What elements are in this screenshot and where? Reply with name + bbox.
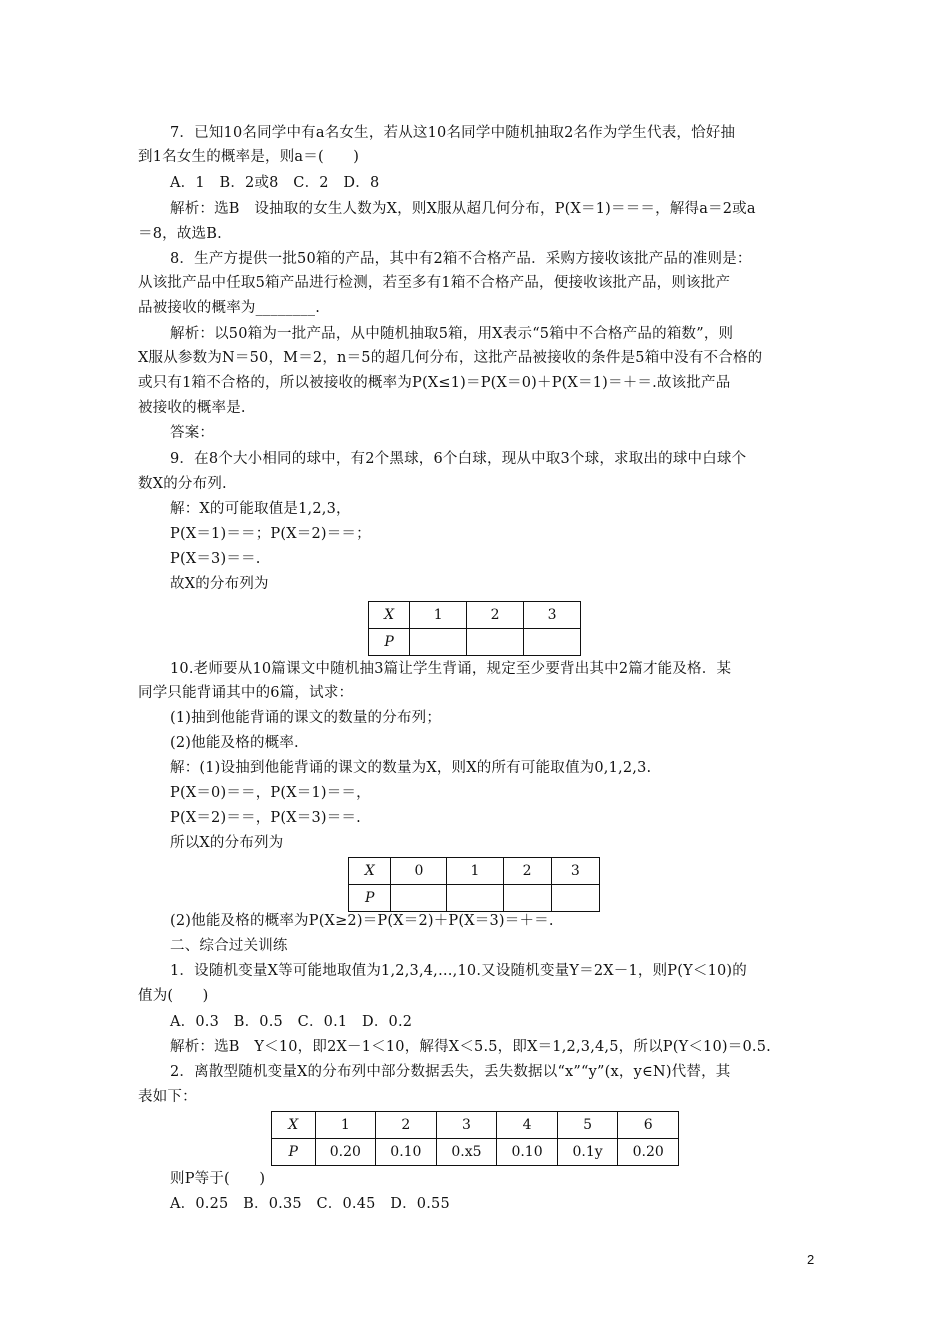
table-cell: P (349, 885, 391, 912)
text-line: 从该批产品中任取5箱产品进行检测，若至多有1箱不合格产品，便接收该批产品，则该批产 (138, 275, 731, 291)
text-line: (2)他能及格的概率. (170, 735, 299, 751)
table-cell: X (272, 1112, 316, 1139)
table-row (349, 858, 600, 885)
text-line: 解析：选B Y＜10，即2X－1＜10，解得X＜5.5，即X＝1,2,3,4,5，所以P(Y＜10)＝0.5. (170, 1039, 771, 1055)
text-line: 2．离散型随机变量X的分布列中部分数据丢失，丢失数据以“x”“y”(x，y∈N)代替，其 (170, 1064, 731, 1080)
text-line: 到1名女生的概率是，则a＝( ) (138, 149, 360, 165)
table-cell: 0.20 (315, 1139, 376, 1166)
table-cell: 3 (524, 602, 581, 629)
distribution-table-q2 (271, 1111, 679, 1166)
table-cell: 2 (376, 1112, 437, 1139)
text-line: 答案： (170, 425, 215, 441)
text-line: 7．已知10名同学中有a名女生，若从这10名同学中随机抽取2名作为学生代表，恰好抽 (170, 125, 736, 141)
text-line: 解析：以50箱为一批产品，从中随机抽取5箱，用X表示“5箱中不合格产品的箱数”，则 (170, 326, 734, 342)
text-line: 或只有1箱不合格的，所以被接收的概率为P(X≤1)＝P(X＝0)＋P(X＝1)＝＋＝.故该批产品 (138, 375, 731, 391)
distribution-table-q9 (368, 601, 581, 656)
table-cell: 1 (447, 858, 503, 885)
table-cell: X (349, 858, 391, 885)
text-line: X服从参数为N＝50，M＝2，n＝5的超几何分布，这批产品被接收的条件是5箱中没有不合格的 (138, 350, 763, 366)
table-cell: 2 (503, 858, 551, 885)
table-cell (447, 885, 503, 912)
text-line: (2)他能及格的概率为P(X≥2)＝P(X＝2)＋P(X＝3)＝＋＝. (170, 913, 554, 929)
text-line: A．0.25 B．0.35 C．0.45 D．0.55 (170, 1196, 450, 1212)
text-line: 1．设随机变量X等可能地取值为1,2,3,4,…,10.又设随机变量Y＝2X－1，则P(Y＜10)的 (170, 963, 747, 979)
table-cell: 5 (557, 1112, 618, 1139)
text-line: 被接收的概率是. (138, 400, 246, 416)
text-line: (1)抽到他能背诵的课文的数量的分布列； (170, 710, 442, 726)
text-line: 解析：选B 设抽取的女生人数为X，则X服从超几何分布，P(X＝1)＝＝＝，解得a＝2或a (170, 201, 756, 217)
text-line: 故X的分布列为 (170, 576, 269, 592)
table-cell: 0.20 (618, 1139, 679, 1166)
text-line: P(X＝1)＝＝；P(X＝2)＝＝； (170, 526, 371, 542)
table-cell (467, 629, 524, 656)
text-line: ＝8，故选B. (138, 226, 222, 242)
table-cell: 4 (497, 1112, 558, 1139)
table-cell: 2 (467, 602, 524, 629)
text-line: 10.老师要从10篇课文中随机抽3篇让学生背诵，规定至少要背出其中2篇才能及格．某 (170, 661, 732, 677)
table-row (272, 1139, 679, 1166)
table-cell: X (369, 602, 410, 629)
distribution-table-q10 (348, 857, 600, 912)
table-cell (524, 629, 581, 656)
table-cell: 1 (410, 602, 467, 629)
table-cell (410, 629, 467, 656)
table-row (369, 629, 581, 656)
text-line: 数X的分布列. (138, 476, 227, 492)
text-line: 表如下： (138, 1089, 197, 1105)
table-row (369, 602, 581, 629)
table-row (272, 1112, 679, 1139)
table-cell: 0 (391, 858, 447, 885)
table-cell: P (369, 629, 410, 656)
table-cell: 0.1y (557, 1139, 618, 1166)
table-cell: 3 (436, 1112, 497, 1139)
text-line: 所以X的分布列为 (170, 835, 284, 851)
text-line: P(X＝3)＝＝. (170, 551, 261, 567)
text-line: P(X＝2)＝＝，P(X＝3)＝＝. (170, 810, 361, 826)
table-cell: 3 (551, 858, 599, 885)
text-line: 品被接收的概率为________. (138, 300, 321, 316)
table-cell: 0.10 (376, 1139, 437, 1166)
page-number: 2 (807, 1252, 815, 1267)
text-line: 则P等于( ) (170, 1171, 266, 1187)
table-row (349, 885, 600, 912)
table-cell (391, 885, 447, 912)
table-cell (503, 885, 551, 912)
table-cell: 0.x5 (436, 1139, 497, 1166)
table-cell (551, 885, 599, 912)
table-cell: 1 (315, 1112, 376, 1139)
text-line: 同学只能背诵其中的6篇，试求： (138, 685, 354, 701)
text-line: 8．生产方提供一批50箱的产品，其中有2箱不合格产品．采购方接收该批产品的准则是： (170, 251, 752, 267)
table-cell: P (272, 1139, 316, 1166)
section-heading: 二、综合过关训练 (170, 938, 288, 954)
table-cell: 0.10 (497, 1139, 558, 1166)
table-cell: 6 (618, 1112, 679, 1139)
text-line: 解：(1)设抽到他能背诵的课文的数量为X，则X的所有可能取值为0,1,2,3. (170, 760, 652, 776)
text-line: A．0.3 B．0.5 C．0.1 D．0.2 (170, 1014, 413, 1030)
text-line: P(X＝0)＝＝，P(X＝1)＝＝， (170, 785, 371, 801)
text-line: 值为( ) (138, 988, 209, 1004)
text-line: A．1 B．2或8 C．2 D．8 (170, 175, 380, 191)
text-line: 解：X的可能取值是1,2,3， (170, 501, 351, 517)
text-line: 9．在8个大小相同的球中，有2个黑球，6个白球，现从中取3个球，求取出的球中白球个 (170, 451, 747, 467)
